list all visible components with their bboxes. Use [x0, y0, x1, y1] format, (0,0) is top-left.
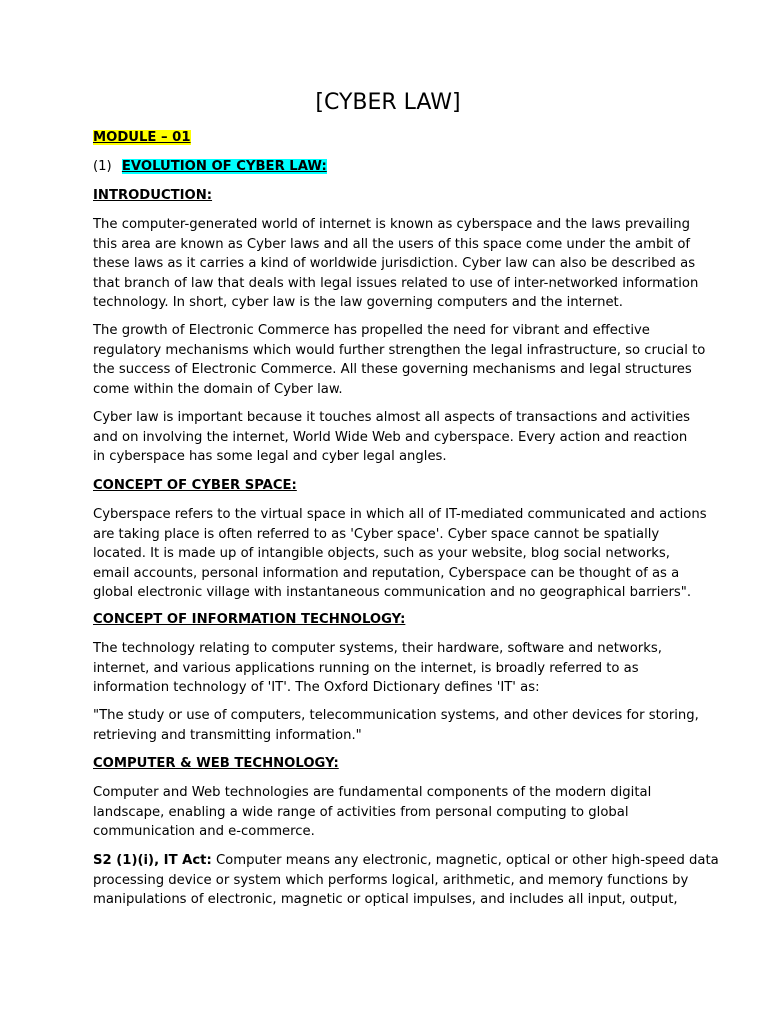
section-number: (1): [93, 159, 112, 174]
text-line: Cyberspace refers to the virtual space in which all of IT-mediated communicated and actions: [93, 507, 707, 522]
text-line: information technology of 'IT'. The Oxford Dictionary defines 'IT' as:: [93, 680, 540, 695]
text-line: technology. In short, cyber law is the law governing computers and the internet.: [93, 295, 623, 310]
document-title: [CYBER LAW]: [315, 90, 461, 115]
text-line: global electronic village with instantaneous communication and no geographical barriers".: [93, 585, 692, 600]
it-act-section-label: S2 (1)(i), IT Act:: [93, 853, 212, 868]
module-heading: [93, 128, 191, 148]
section-heading: [93, 157, 327, 177]
text-line: this area are known as Cyber laws and all the users of this space come under the ambit of: [93, 236, 691, 252]
text-line: Computer and Web technologies are fundamental components of the modern digital: [93, 785, 652, 800]
section-title: EVOLUTION OF CYBER LAW:: [121, 159, 327, 174]
text-line: that branch of law that deals with legal issues related to use of inter-networked information: [93, 275, 699, 291]
text-line: Cyber law is important because it touches almost all aspects of transactions and activities: [93, 410, 690, 425]
it-act-definition-text: Computer means any electronic, magnetic, optical or other high-speed data: [211, 853, 719, 868]
text-line: "The study or use of computers, telecommunication systems, and other devices for storing,: [93, 708, 699, 723]
text-line: The growth of Electronic Commerce has propelled the need for vibrant and effective: [93, 323, 650, 338]
text-line: in cyberspace has some legal and cyber legal angles.: [93, 449, 447, 464]
text-line: retrieving and transmitting information.": [93, 727, 362, 743]
computer-web-heading: COMPUTER & WEB TECHNOLOGY:: [93, 756, 339, 771]
text-line: manipulations of electronic, magnetic or optical impulses, and includes all input, output,: [93, 892, 678, 907]
text-line: come within the domain of Cyber law.: [93, 381, 343, 397]
text-line: communication and e-commerce.: [93, 824, 315, 839]
text-line: processing device or system which performs logical, arithmetic, and memory functions by: [93, 872, 689, 888]
text-line: regulatory mechanisms which would further strengthen the legal infrastructure, so crucial to: [93, 342, 706, 358]
text-line: email accounts, personal information and reputation, Cyberspace can be thought of as a: [93, 565, 680, 581]
text-line: The computer-generated world of internet is known as cyberspace and the laws prevailing: [93, 217, 691, 232]
information-technology-heading: CONCEPT OF INFORMATION TECHNOLOGY:: [93, 612, 406, 627]
text-line: internet, and various applications running on the internet, is broadly referred to as: [93, 660, 639, 676]
text-line: and on involving the internet, World Wide Web and cyberspace. Every action and reaction: [93, 429, 688, 445]
text-line: The technology relating to computer systems, their hardware, software and networks,: [93, 641, 662, 656]
text-line: the success of Electronic Commerce. All these governing mechanisms and legal structures: [93, 362, 692, 377]
text-line: are taking place is often referred to as 'Cyber space'. Cyber space cannot be spatially: [93, 526, 660, 542]
text-line: located. It is made up of intangible objects, such as your website, blog social networks,: [93, 546, 670, 561]
module-label: MODULE – 01: [93, 130, 191, 145]
text-line: these laws as it carries a kind of worldwide jurisdiction. Cyber law can also be described as: [93, 256, 696, 271]
cyber-space-heading: CONCEPT OF CYBER SPACE:: [93, 478, 297, 493]
text-line: [93, 851, 719, 871]
introduction-heading: INTRODUCTION:: [93, 188, 213, 203]
text-line: landscape, enabling a wide range of activities from personal computing to global: [93, 804, 629, 820]
